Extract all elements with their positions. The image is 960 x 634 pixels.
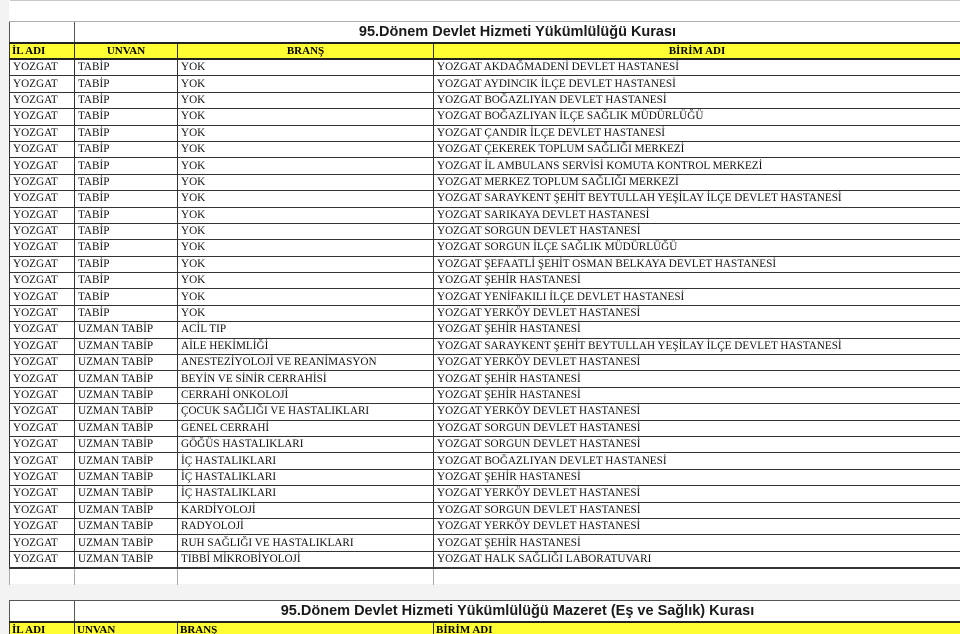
cell-brans: YOK (178, 158, 434, 174)
cell-unvan: UZMAN TABİP (75, 338, 178, 354)
cell-brans: ACİL TIP (178, 322, 434, 338)
table-row (10, 141, 960, 157)
cell-birim-adi: YOZGAT ŞEHİR HASTANESİ (434, 387, 960, 403)
cell-unvan: TABİP (75, 125, 178, 141)
table-row (10, 551, 960, 568)
cell-il-adi: YOZGAT (10, 109, 75, 125)
cell-birim-adi: YOZGAT SORGUN DEVLET HASTANESİ (434, 420, 960, 436)
table-row (10, 338, 960, 354)
table-row (10, 453, 960, 469)
cell-birim-adi: YOZGAT YENİFAKILI İLÇE DEVLET HASTANESİ (434, 289, 960, 305)
header-unvan-2: UNVAN (75, 622, 178, 634)
cell-brans: RADYOLOJİ (178, 518, 434, 534)
cell-birim-adi: YOZGAT SORGUN DEVLET HASTANESİ (434, 502, 960, 518)
table-row (10, 174, 960, 190)
cell-birim-adi: YOZGAT SARIKAYA DEVLET HASTANESİ (434, 207, 960, 223)
cell-il-adi: YOZGAT (10, 223, 75, 239)
cell-il-adi: YOZGAT (10, 387, 75, 403)
cell-unvan: TABİP (75, 273, 178, 289)
cell-birim-adi: YOZGAT SARAYKENT ŞEHİT BEYTULLAH YEŞİLAY İLÇE DEVLET HASTANESİ (434, 191, 960, 207)
cell-brans: İÇ HASTALIKLARI (178, 453, 434, 469)
table-row (10, 502, 960, 518)
title-row (10, 22, 960, 44)
cell-il-adi: YOZGAT (10, 273, 75, 289)
table-row (10, 518, 960, 534)
cell-brans: YOK (178, 256, 434, 272)
cell-il-adi: YOZGAT (10, 76, 75, 92)
cell-brans: KARDİYOLOJİ (178, 502, 434, 518)
cell-brans: YOK (178, 191, 434, 207)
table-row (10, 191, 960, 207)
table-row (10, 125, 960, 141)
cell-birim-adi: YOZGAT MERKEZ TOPLUM SAĞLIĞI MERKEZİ (434, 174, 960, 190)
cell-brans: AİLE HEKİMLİĞİ (178, 338, 434, 354)
table-row (10, 59, 960, 76)
cell-unvan: UZMAN TABİP (75, 535, 178, 551)
cell-il-adi: YOZGAT (10, 174, 75, 190)
cell-il-adi: YOZGAT (10, 355, 75, 371)
cell-brans: YOK (178, 289, 434, 305)
cell-il-adi: YOZGAT (10, 469, 75, 485)
header-brans: BRANŞ (178, 43, 434, 59)
cell-unvan: TABİP (75, 158, 178, 174)
header-birim-adi-2: BİRİM ADI (434, 622, 960, 634)
cell-unvan: UZMAN TABİP (75, 420, 178, 436)
header-il-adi: İL ADI (10, 43, 75, 59)
cell-il-adi: YOZGAT (10, 338, 75, 354)
cell-il-adi: YOZGAT (10, 518, 75, 534)
header-row (10, 43, 960, 59)
cell-unvan: TABİP (75, 289, 178, 305)
table-row (10, 76, 960, 92)
table-row (10, 371, 960, 387)
cell-il-adi: YOZGAT (10, 125, 75, 141)
cell-il-adi: YOZGAT (10, 207, 75, 223)
cell-unvan: UZMAN TABİP (75, 469, 178, 485)
cell-brans: CERRAHİ ONKOLOJİ (178, 387, 434, 403)
cell-unvan: TABİP (75, 59, 178, 76)
cell-brans: ÇOCUK SAĞLIĞI VE HASTALIKLARI (178, 404, 434, 420)
cell-unvan: TABİP (75, 256, 178, 272)
table-row (10, 305, 960, 321)
cell-il-adi: YOZGAT (10, 453, 75, 469)
cell-unvan: TABİP (75, 191, 178, 207)
table-row (10, 207, 960, 223)
header-birim-adi: BİRİM ADI (434, 43, 960, 59)
cell-il-adi: YOZGAT (10, 420, 75, 436)
cell-brans: YOK (178, 207, 434, 223)
table-row (10, 469, 960, 485)
cell-birim-adi: YOZGAT ŞEHİR HASTANESİ (434, 535, 960, 551)
cell-birim-adi: YOZGAT AYDINCIK İLÇE DEVLET HASTANESİ (434, 76, 960, 92)
cell-il-adi: YOZGAT (10, 404, 75, 420)
table-row (10, 387, 960, 403)
cell-unvan: TABİP (75, 76, 178, 92)
header-unvan: UNVAN (75, 43, 178, 59)
cell-brans: YOK (178, 223, 434, 239)
draw-results-table (9, 0, 960, 585)
cell-il-adi: YOZGAT (10, 486, 75, 502)
cell-birim-adi: YOZGAT ŞEHİR HASTANESİ (434, 469, 960, 485)
cell-brans: YOK (178, 174, 434, 190)
cell-unvan: TABİP (75, 305, 178, 321)
cell-birim-adi: YOZGAT SARAYKENT ŞEHİT BEYTULLAH YEŞİLAY İLÇE DEVLET HASTANESİ (434, 338, 960, 354)
table-title: 95.Dönem Devlet Hizmeti Yükümlülüğü Kurası (75, 22, 960, 44)
cell-birim-adi: YOZGAT İL AMBULANS SERVİSİ KOMUTA KONTROL MERKEZİ (434, 158, 960, 174)
cell-brans: YOK (178, 125, 434, 141)
cell-il-adi: YOZGAT (10, 305, 75, 321)
cell-brans: YOK (178, 76, 434, 92)
draw-sheet-main (9, 0, 960, 584)
cell-brans: İÇ HASTALIKLARI (178, 486, 434, 502)
cell-unvan: UZMAN TABİP (75, 322, 178, 338)
cell-brans: YOK (178, 240, 434, 256)
cell-brans: İÇ HASTALIKLARI (178, 469, 434, 485)
cell-birim-adi: YOZGAT YERKÖY DEVLET HASTANESİ (434, 404, 960, 420)
cell-il-adi: YOZGAT (10, 59, 75, 76)
cell-il-adi: YOZGAT (10, 158, 75, 174)
header-brans-2: BRANŞ (178, 622, 434, 634)
cell-brans: RUH SAĞLIĞI VE HASTALIKLARI (178, 535, 434, 551)
table-row (10, 436, 960, 452)
cell-brans: YOK (178, 141, 434, 157)
cell-unvan: UZMAN TABİP (75, 404, 178, 420)
cell-birim-adi: YOZGAT YERKÖY DEVLET HASTANESİ (434, 486, 960, 502)
cell-unvan: UZMAN TABİP (75, 371, 178, 387)
blank-top-row (10, 1, 960, 22)
table-row (10, 486, 960, 502)
cell-unvan: UZMAN TABİP (75, 502, 178, 518)
cell-unvan: TABİP (75, 141, 178, 157)
cell-brans: YOK (178, 92, 434, 108)
table-row (10, 289, 960, 305)
cell-brans: BEYİN VE SİNİR CERRAHİSİ (178, 371, 434, 387)
cell-unvan: TABİP (75, 223, 178, 239)
cell-birim-adi: YOZGAT ŞEFAATLİ ŞEHİT OSMAN BELKAYA DEVLET HASTANESİ (434, 256, 960, 272)
cell-il-adi: YOZGAT (10, 191, 75, 207)
cell-brans: GENEL CERRAHİ (178, 420, 434, 436)
cell-birim-adi: YOZGAT ŞEHİR HASTANESİ (434, 371, 960, 387)
cell-il-adi: YOZGAT (10, 92, 75, 108)
cell-il-adi: YOZGAT (10, 141, 75, 157)
excuse-draw-table (9, 600, 960, 634)
cell-unvan: UZMAN TABİP (75, 551, 178, 568)
table-row (10, 223, 960, 239)
table-row (10, 273, 960, 289)
cell-brans: YOK (178, 305, 434, 321)
cell-birim-adi: YOZGAT SORGUN İLÇE SAĞLIK MÜDÜRLÜĞÜ (434, 240, 960, 256)
table-row (10, 535, 960, 551)
cell-brans: YOK (178, 273, 434, 289)
cell-il-adi: YOZGAT (10, 436, 75, 452)
cell-unvan: TABİP (75, 92, 178, 108)
cell-il-adi: YOZGAT (10, 322, 75, 338)
table-row (10, 420, 960, 436)
cell-brans: GÖĞÜS HASTALIKLARI (178, 436, 434, 452)
cell-birim-adi: YOZGAT HALK SAĞLIĞI LABORATUVARI (434, 551, 960, 568)
cell-birim-adi: YOZGAT YERKÖY DEVLET HASTANESİ (434, 305, 960, 321)
cell-birim-adi: YOZGAT AKDAĞMADENİ DEVLET HASTANESİ (434, 59, 960, 76)
cell-unvan: TABİP (75, 109, 178, 125)
cell-birim-adi: YOZGAT ŞEHİR HASTANESİ (434, 322, 960, 338)
cell-il-adi: YOZGAT (10, 371, 75, 387)
header-il-adi-2: İL ADI (10, 622, 75, 634)
table-row (10, 92, 960, 108)
cell-il-adi: YOZGAT (10, 240, 75, 256)
cell-il-adi: YOZGAT (10, 256, 75, 272)
draw-sheet-excuse (9, 600, 960, 634)
table-row (10, 404, 960, 420)
cell-brans: YOK (178, 109, 434, 125)
cell-brans: ANESTEZİYOLOJİ VE REANİMASYON (178, 355, 434, 371)
cell-birim-adi: YOZGAT ÇEKEREK TOPLUM SAĞLIĞI MERKEZİ (434, 141, 960, 157)
cell-unvan: TABİP (75, 240, 178, 256)
cell-unvan: UZMAN TABİP (75, 518, 178, 534)
cell-il-adi: YOZGAT (10, 551, 75, 568)
cell-il-adi: YOZGAT (10, 535, 75, 551)
table-title-2: 95.Dönem Devlet Hizmeti Yükümlülüğü Mazeret (Eş ve Sağlık) Kurası (75, 601, 960, 623)
cell-unvan: UZMAN TABİP (75, 453, 178, 469)
cell-birim-adi: YOZGAT ŞEHİR HASTANESİ (434, 273, 960, 289)
cell-il-adi: YOZGAT (10, 502, 75, 518)
cell-unvan: UZMAN TABİP (75, 486, 178, 502)
cell-birim-adi: YOZGAT BOĞAZLIYAN DEVLET HASTANESİ (434, 453, 960, 469)
cell-brans: TIBBİ MİKROBİYOLOJİ (178, 551, 434, 568)
cell-birim-adi: YOZGAT BOĞAZLIYAN DEVLET HASTANESİ (434, 92, 960, 108)
cell-unvan: UZMAN TABİP (75, 436, 178, 452)
table-row (10, 240, 960, 256)
table-row (10, 322, 960, 338)
cell-birim-adi: YOZGAT YERKÖY DEVLET HASTANESİ (434, 355, 960, 371)
cell-il-adi: YOZGAT (10, 289, 75, 305)
cell-birim-adi: YOZGAT YERKÖY DEVLET HASTANESİ (434, 518, 960, 534)
cell-birim-adi: YOZGAT SORGUN DEVLET HASTANESİ (434, 436, 960, 452)
title-row-2 (10, 601, 960, 623)
cell-brans: YOK (178, 59, 434, 76)
cell-unvan: TABİP (75, 174, 178, 190)
table-row (10, 355, 960, 371)
blank-footer-row (10, 568, 960, 585)
table-row (10, 158, 960, 174)
cell-unvan: UZMAN TABİP (75, 355, 178, 371)
header-row-2 (10, 622, 960, 634)
table-row (10, 256, 960, 272)
cell-unvan: UZMAN TABİP (75, 387, 178, 403)
cell-unvan: TABİP (75, 207, 178, 223)
cell-birim-adi: YOZGAT ÇANDIR İLÇE DEVLET HASTANESİ (434, 125, 960, 141)
cell-birim-adi: YOZGAT SORGUN DEVLET HASTANESİ (434, 223, 960, 239)
table-row (10, 109, 960, 125)
cell-birim-adi: YOZGAT BOĞAZLIYAN İLÇE SAĞLIK MÜDÜRLÜĞÜ (434, 109, 960, 125)
